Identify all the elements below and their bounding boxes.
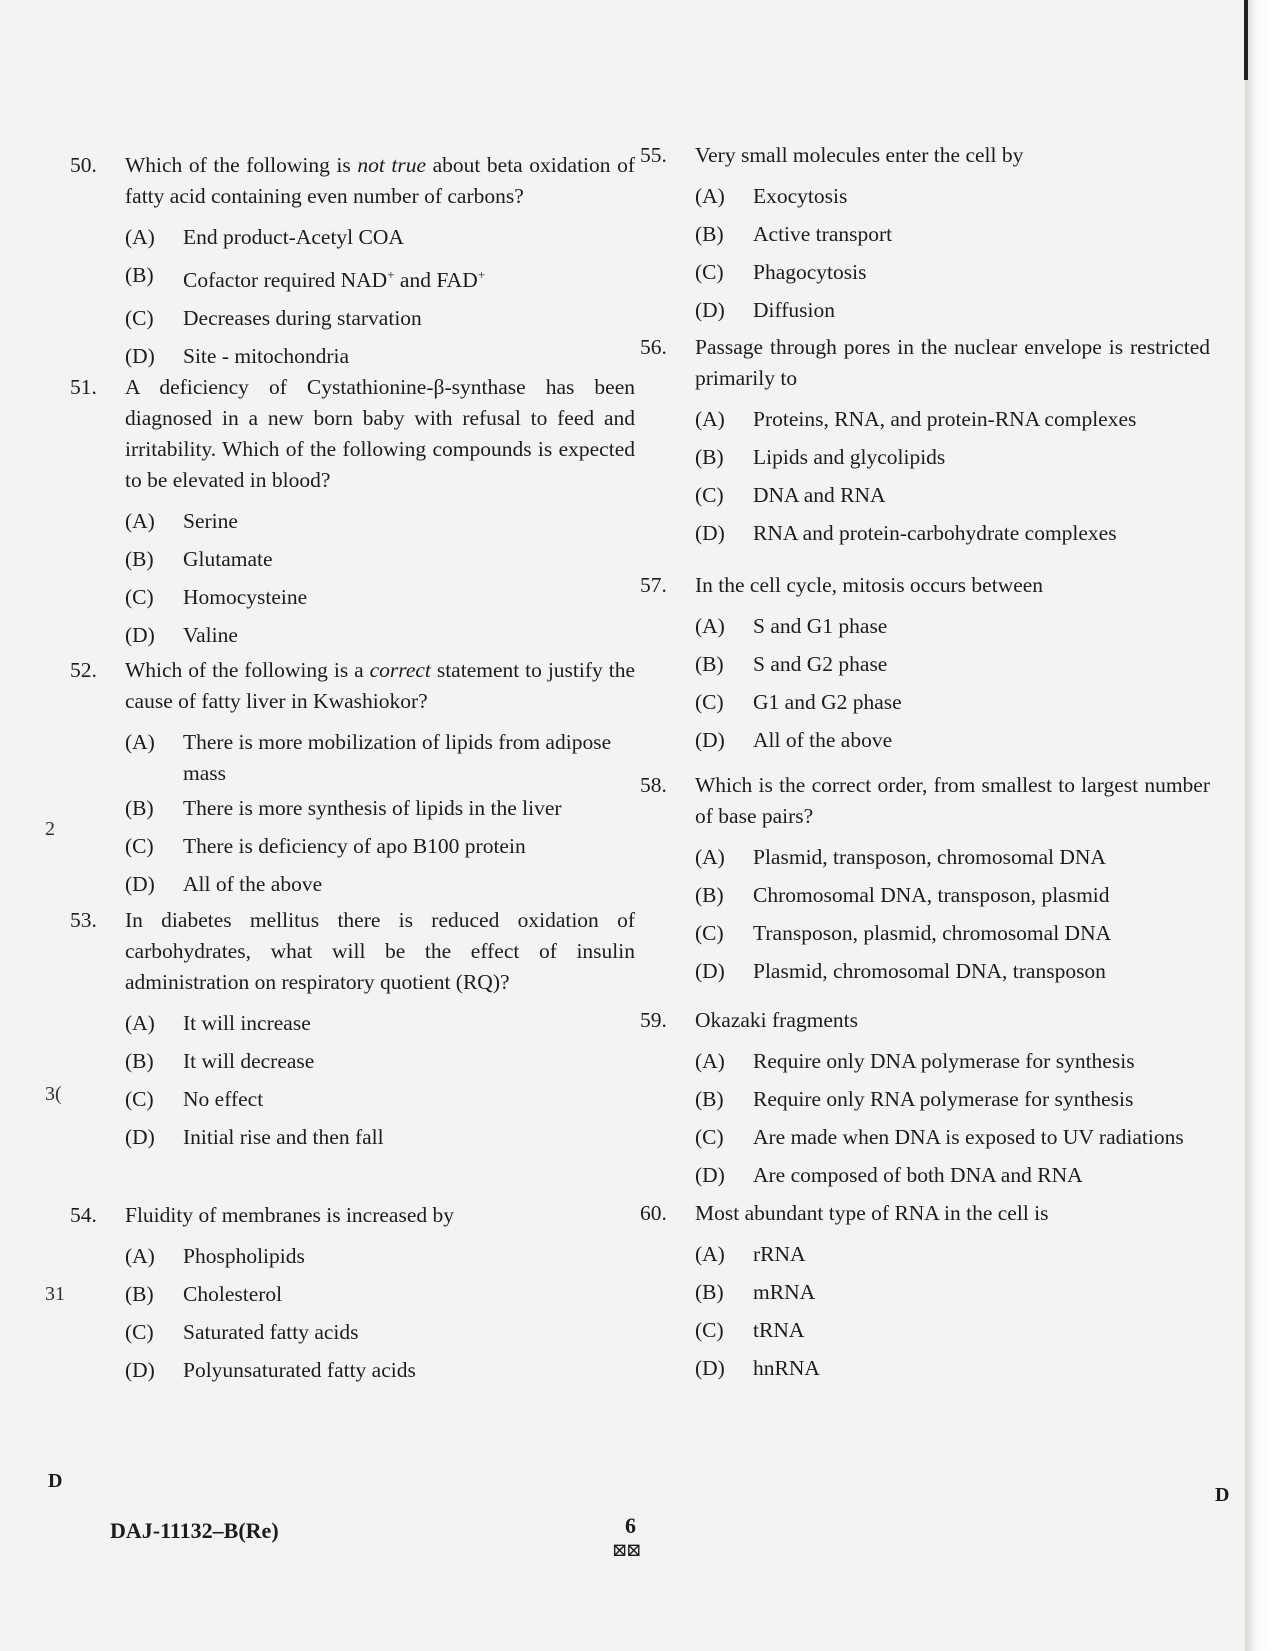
option-b: (B) Require only RNA polymerase for synthesis <box>695 1087 1134 1111</box>
option-d: (D) All of the above <box>695 728 893 752</box>
option-a: (A) Phospholipids <box>125 1244 305 1268</box>
option-d: (D) RNA and protein-carbohydrate complexes <box>695 521 1117 545</box>
option-c: (C) Saturated fatty acids <box>125 1320 359 1344</box>
question-number: 53. <box>70 908 97 932</box>
option-a: (A) S and G1 phase <box>695 614 888 638</box>
page-marks: ⊠⊠ <box>612 1540 641 1560</box>
question-text: Which of the following is a correct statement to justify the cause of fatty liver in Kwashiokor? <box>125 658 635 713</box>
question-number: 54. <box>70 1203 97 1227</box>
page-number: 6 <box>625 1513 636 1538</box>
margin-mark: 3( <box>45 1083 62 1105</box>
option-b: (B) Cholesterol <box>125 1282 283 1306</box>
question-number: 56. <box>640 335 667 359</box>
option-c: (C) Are made when DNA is exposed to UV radiations <box>695 1125 1184 1149</box>
option-b: (B) Cofactor required NAD+ and FAD+ <box>125 263 486 293</box>
option-b: (B) Chromosomal DNA, transposon, plasmid <box>695 883 1110 907</box>
question-number: 57. <box>640 573 667 597</box>
scan-edge-mark <box>1244 0 1248 80</box>
question-number: 50. <box>70 153 97 177</box>
question-51 <box>70 372 635 654</box>
page-edge <box>1245 0 1275 1651</box>
option-c: (C) Transposon, plasmid, chromosomal DNA <box>695 921 1112 945</box>
question-52 <box>70 655 635 903</box>
question-text: In diabetes mellitus there is reduced oxidation of carbohydrates, what will be the effect of insulin administration on respiratory quotient (RQ)? <box>125 908 635 994</box>
question-text: Okazaki fragments <box>695 1008 858 1032</box>
question-number: 60. <box>640 1201 667 1225</box>
option-c: (C) No effect <box>125 1087 264 1111</box>
question-56 <box>640 332 1210 552</box>
question-53 <box>70 905 635 1156</box>
question-59 <box>640 1005 1210 1194</box>
option-d: (D) Plasmid, chromosomal DNA, transposon <box>695 959 1106 983</box>
option-c: (C) There is deficiency of apo B100 protein <box>125 834 526 858</box>
option-c: (C) tRNA <box>695 1318 805 1342</box>
question-text: Which is the correct order, from smallest to largest number of base pairs? <box>695 773 1210 828</box>
question-57 <box>640 570 1210 759</box>
option-a: (A) rRNA <box>695 1242 806 1266</box>
option-a: (A) Proteins, RNA, and protein-RNA complexes <box>695 407 1137 431</box>
question-number: 59. <box>640 1008 667 1032</box>
option-c: (C) G1 and G2 phase <box>695 690 902 714</box>
option-c: (C) Homocysteine <box>125 585 308 609</box>
option-d: (D) Diffusion <box>695 298 836 322</box>
option-d: (D) Polyunsaturated fatty acids <box>125 1358 416 1382</box>
option-b: (B) mRNA <box>695 1280 816 1304</box>
section-letter-left: D <box>48 1470 63 1492</box>
option-c: (C) Phagocytosis <box>695 260 867 284</box>
option-c: (C) Decreases during starvation <box>125 306 422 331</box>
option-a: (A) Exocytosis <box>695 184 848 208</box>
question-text: Fluidity of membranes is increased by <box>125 1203 454 1227</box>
question-58 <box>640 770 1210 990</box>
question-54 <box>70 1200 635 1389</box>
question-number: 58. <box>640 773 667 797</box>
option-b: (B) It will decrease <box>125 1049 315 1073</box>
option-c: (C) DNA and RNA <box>695 483 886 507</box>
booklet-code: DAJ-11132–B(Re) <box>110 1518 279 1543</box>
question-text: A deficiency of Cystathionine-β-synthase has been diagnosed in a new born baby with refusal to feed and irritability. Which of the following compounds is expected to be elevated in blood? <box>125 375 635 492</box>
option-d: (D) Are composed of both DNA and RNA <box>695 1163 1083 1187</box>
option-d: (D) All of the above <box>125 872 323 896</box>
question-text: Most abundant type of RNA in the cell is <box>695 1201 1049 1225</box>
option-a: (A) End product-Acetyl COA <box>125 225 404 249</box>
question-number: 51. <box>70 375 97 399</box>
option-b: (B) Active transport <box>695 222 893 246</box>
option-a: (A) It will increase <box>125 1011 311 1035</box>
option-a: (A) Require only DNA polymerase for synthesis <box>695 1049 1135 1073</box>
question-text: Very small molecules enter the cell by <box>695 143 1024 167</box>
question-number: 52. <box>70 658 97 682</box>
question-60 <box>640 1198 1210 1387</box>
section-letter-right: D <box>1215 1484 1230 1506</box>
option-d: (D) Valine <box>125 623 238 647</box>
question-55 <box>640 140 1210 329</box>
question-text: Passage through pores in the nuclear envelope is restricted primarily to <box>695 335 1210 390</box>
option-b: (B) S and G2 phase <box>695 652 888 676</box>
question-text: In the cell cycle, mitosis occurs between <box>695 573 1044 597</box>
option-d: (D) Initial rise and then fall <box>125 1125 384 1149</box>
option-a: (A) Plasmid, transposon, chromosomal DNA <box>695 845 1106 869</box>
option-d: (D) Site - mitochondria <box>125 344 349 369</box>
question-50 <box>70 150 635 375</box>
option-a: (A) There is more mobilization of lipids from adipose mass <box>125 730 612 785</box>
margin-mark: 31 <box>45 1283 65 1305</box>
option-b: (B) Glutamate <box>125 547 273 571</box>
question-text: Which of the following is not true about beta oxidation of fatty acid containing even number of carbons? <box>125 153 635 208</box>
option-d: (D) hnRNA <box>695 1356 820 1380</box>
option-b: (B) There is more synthesis of lipids in the liver <box>125 796 562 820</box>
option-b: (B) Lipids and glycolipids <box>695 445 946 469</box>
option-a: (A) Serine <box>125 509 238 533</box>
margin-mark: 2 <box>45 818 55 840</box>
question-number: 55. <box>640 143 667 167</box>
